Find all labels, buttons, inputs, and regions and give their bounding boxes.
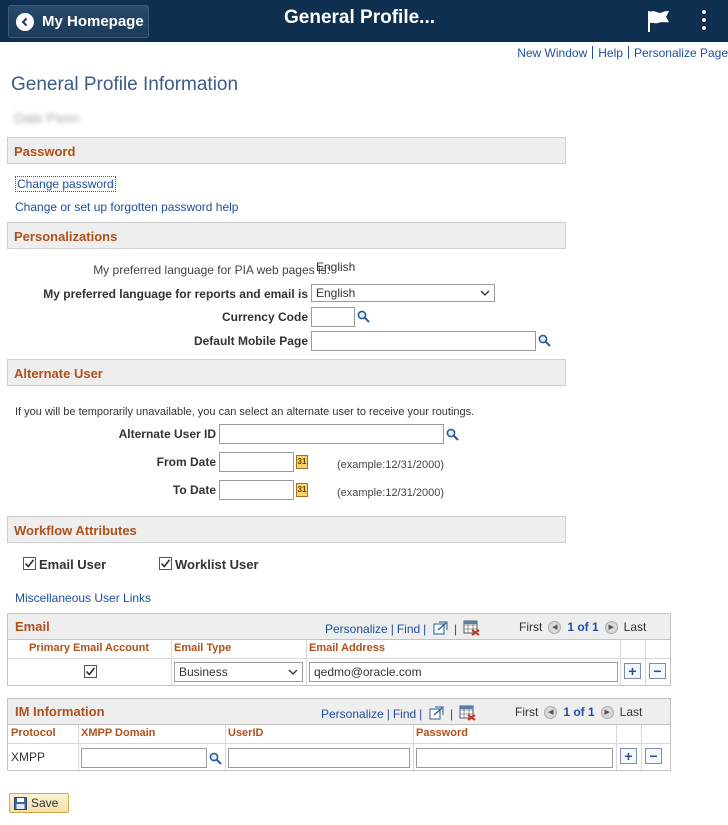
email-user-label: Email User — [39, 557, 107, 572]
pia-language-value: English — [316, 260, 356, 274]
forgot-password-help-link[interactable]: Change or set up forgotten password help — [15, 200, 239, 214]
currency-code-input[interactable] — [311, 307, 355, 327]
add-email-row-button[interactable]: + — [624, 663, 641, 679]
to-date-calendar-icon[interactable]: 31 — [296, 483, 308, 497]
report-language-value: English — [316, 286, 356, 300]
email-prev-icon[interactable]: ◀ — [548, 621, 561, 634]
view-all-icon[interactable] — [429, 706, 444, 720]
mobile-page-lookup-icon[interactable] — [538, 334, 551, 347]
email-user-checkbox[interactable] — [23, 557, 36, 570]
email-grid — [7, 613, 671, 686]
default-mobile-page-input[interactable] — [311, 331, 536, 351]
download-to-excel-icon[interactable] — [459, 705, 476, 721]
chevron-left-icon — [16, 13, 34, 31]
report-language-select[interactable] — [311, 284, 495, 302]
im-grid-header — [8, 699, 670, 725]
banner-title: General Profile... — [284, 7, 435, 28]
default-mobile-page-label: Default Mobile Page — [193, 334, 308, 348]
im-grid-nav — [515, 705, 642, 719]
im-userid-input[interactable] — [228, 748, 410, 768]
im-row-count: 1 of 1 — [563, 705, 595, 719]
page-links — [517, 46, 728, 60]
my-homepage-button[interactable] — [8, 5, 149, 38]
col-primary-email-account: Primary Email Account — [29, 642, 150, 654]
add-im-row-button[interactable]: + — [620, 748, 637, 764]
delete-im-row-button[interactable]: − — [645, 748, 662, 764]
to-date-label: To Date — [172, 483, 216, 497]
col-protocol: Protocol — [11, 727, 56, 739]
my-homepage-label: My Homepage — [42, 13, 144, 30]
delete-email-row-button[interactable]: − — [649, 663, 666, 679]
currency-code-label: Currency Code — [221, 310, 308, 324]
alternate-user-note: If you will be temporarily unavailable, you can select an alternate user to receive your routings. — [15, 406, 475, 418]
worklist-user-label: Worklist User — [175, 557, 259, 572]
xmpp-domain-lookup-icon[interactable] — [209, 752, 222, 765]
col-email-address: Email Address — [309, 642, 386, 654]
misc-user-links[interactable]: Miscellaneous User Links — [15, 591, 152, 605]
email-grid-header — [8, 614, 670, 640]
col-email-type: Email Type — [174, 642, 232, 654]
new-window-link[interactable]: New Window — [517, 46, 588, 60]
currency-lookup-icon[interactable] — [357, 310, 370, 323]
change-password-link[interactable]: Change password — [17, 177, 114, 191]
email-row-count: 1 of 1 — [567, 620, 599, 634]
chevron-down-icon — [288, 669, 298, 675]
worklist-user-checkbox[interactable] — [159, 557, 172, 570]
im-first-label[interactable]: First — [515, 705, 539, 719]
personalize-page-link[interactable]: Personalize Page — [633, 46, 728, 60]
password-section-header: Password — [7, 137, 566, 164]
email-grid-tools: Personalize | Find | | — [325, 620, 480, 636]
email-personalize-link[interactable]: Personalize — [325, 622, 388, 636]
to-date-example: (example:12/31/2000) — [337, 487, 445, 499]
download-to-excel-icon[interactable] — [463, 620, 480, 636]
alternate-user-id-label: Alternate User ID — [118, 427, 216, 441]
im-grid-title: IM Information — [15, 704, 105, 719]
protocol-value: XMPP — [11, 750, 46, 764]
flag-icon[interactable] — [646, 9, 672, 33]
im-password-input[interactable] — [416, 748, 613, 768]
report-language-label: My preferred language for reports and email is — [43, 287, 308, 301]
save-icon — [14, 797, 27, 810]
im-last-label[interactable]: Last — [619, 705, 643, 719]
email-address-input[interactable]: qedmo@oracle.com — [309, 662, 618, 682]
col-password: Password — [416, 727, 468, 739]
email-grid-nav — [519, 620, 646, 634]
email-grid-title: Email — [15, 619, 50, 634]
workflow-attributes-section-header: Workflow Attributes — [7, 516, 566, 543]
save-label: Save — [31, 796, 59, 810]
help-link[interactable]: Help — [598, 46, 623, 60]
personalizations-section-header: Personalizations — [7, 222, 566, 249]
email-find-link[interactable]: Find — [396, 622, 421, 636]
chevron-down-icon — [480, 290, 490, 296]
email-next-icon[interactable]: ▶ — [605, 621, 618, 634]
email-last-label[interactable]: Last — [623, 620, 647, 634]
pia-language-label: My preferred language for PIA web pages is: — [93, 263, 330, 277]
im-prev-icon[interactable]: ◀ — [544, 706, 557, 719]
to-date-input[interactable] — [219, 480, 294, 500]
email-type-value: Business — [179, 665, 228, 679]
more-options-icon[interactable] — [700, 10, 708, 34]
primary-email-checkbox[interactable] — [84, 665, 97, 678]
alternate-user-lookup-icon[interactable] — [446, 428, 459, 441]
xmpp-domain-input[interactable] — [81, 748, 207, 768]
from-date-label: From Date — [156, 455, 216, 469]
email-type-select[interactable] — [174, 662, 303, 682]
email-first-label[interactable]: First — [519, 620, 543, 634]
col-xmpp-domain: XMPP Domain — [81, 727, 156, 739]
im-personalize-link[interactable]: Personalize — [321, 707, 384, 721]
view-all-icon[interactable] — [433, 621, 448, 635]
save-button[interactable] — [9, 793, 69, 813]
page-title: General Profile Information — [11, 74, 239, 95]
im-grid-tools: Personalize | Find | | — [321, 705, 476, 721]
im-find-link[interactable]: Find — [392, 707, 417, 721]
alternate-user-id-input[interactable] — [219, 424, 444, 444]
alternate-user-section-header: Alternate User — [7, 359, 566, 386]
from-date-example: (example:12/31/2000) — [337, 459, 445, 471]
col-userid: UserID — [228, 727, 264, 739]
from-date-calendar-icon[interactable]: 31 — [296, 455, 308, 469]
user-name: Dale Penn — [14, 110, 80, 126]
from-date-input[interactable] — [219, 452, 294, 472]
im-next-icon[interactable]: ▶ — [601, 706, 614, 719]
im-information-grid — [7, 698, 671, 771]
